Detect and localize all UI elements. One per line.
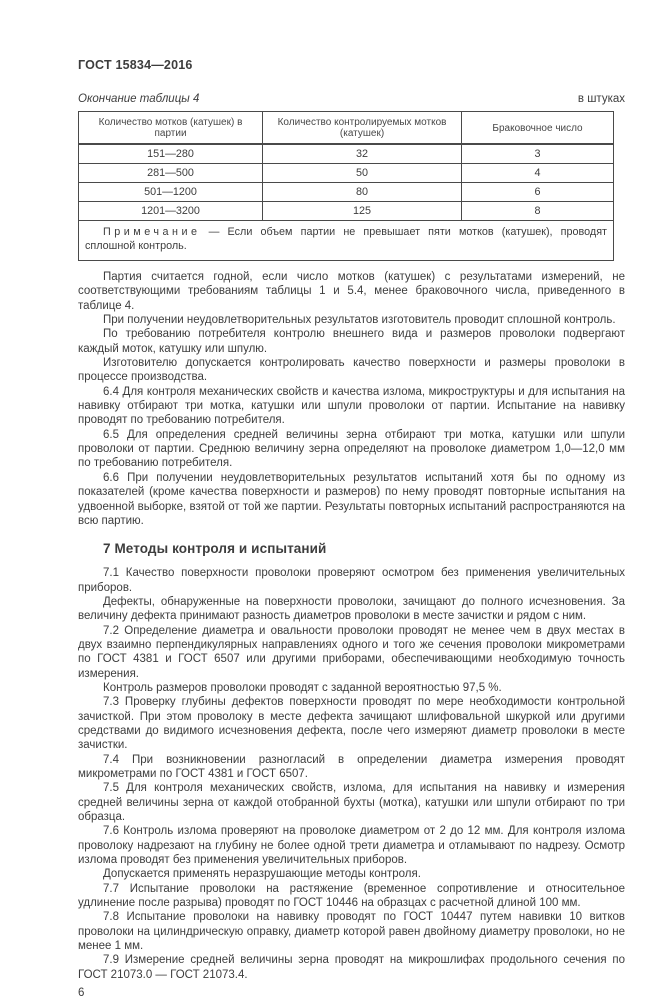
paragraph: 7.5 Для контроля механических свойств, излома, для испытания на навивку и измерения средней величины зерна от каждой отобранной бухты (мотка), катушки или шпули отбирают по три образца. [78,782,625,824]
table-caption: Окончание таблицы 4 [78,93,200,105]
paragraph: 7.4 При возникновении разногласий в определении диаметра измерения проводят микрометрами по ГОСТ 4381 и ГОСТ 6507. [78,753,625,780]
note-text: — Если объем партии не превышает пяти мотков (катушек), проводят сплошной контроль. [85,226,607,252]
paragraph: Партия считается годной, если число мотков (катушек) с результатами измерений, не соответствующими требованиям таблицы 1 и 5.4, менее браковочного числа, приведенного в таблице 4. [78,271,625,312]
table-cell: 50 [263,164,462,183]
paragraph: 7.9 Измерение средней величины зерна проводят на микрошлифах продольного сечения по ГОСТ 21073.0 — ГОСТ 21073.4. [78,954,625,981]
table-body [79,144,614,221]
note-label: Примечание [103,226,201,238]
section-7-heading: 7 Методы контроля и испытаний [103,541,327,557]
table-cell: 4 [462,164,614,183]
table-row [79,144,614,164]
table-cell: 501—1200 [79,183,263,202]
page-content [78,58,625,999]
table-cell: 80 [263,183,462,202]
column-header-batch-qty: Количество мотков (катушек) в партии [79,112,263,145]
table-row [79,164,614,183]
table-cell: 281—500 [79,164,263,183]
paragraph: Допускается применять неразрушающие методы контроля. [103,868,421,881]
paragraph: 6.5 Для определения средней величины зерна отбирают три мотка, катушки или шпули проволоки от партии. Среднюю величину зерна определяют на проволоке диаметром 1,0—12,0 мм по требованию потребителя. [78,428,625,470]
paragraph: 7.6 Контроль излома проверяют на проволоке диаметром от 2 до 12 мм. Для контроля излома проволоку надрезают на глубину не более одной трети диаметра и отламывают по надрезу. Осмотр излома проводят без применения увеличительных приборов. [78,825,625,867]
section-6-paragraphs [78,270,625,528]
sampling-table [78,111,614,261]
table-note-cell [79,221,614,261]
table-cell: 6 [462,183,614,202]
paragraph: 7.1 Качество поверхности проволоки проверяют осмотром без применения увеличительных приборов. [78,567,625,594]
paragraph: 6.4 Для контроля механических свойств и качества излома, микроструктуры и для испытания на навивку отбирают три мотка, катушки или шпули проволоки от партии. Испытание на навивку проводят по требованию потребителя. [78,385,625,427]
paragraph: 6.6 При получении неудовлетворительных результатов испытаний хотя бы по одному из показателей (кроме качества поверхности и размеров) по нему проводят повторные испытания на удвоенной выборке, взятой от той же партии. Результаты повторных испытаний распространяются на всю партию. [78,471,625,527]
paragraph: Дефекты, обнаруженные на поверхности проволоки, зачищают до полного исчезновения. За величину дефекта принимают разность диаметров проволоки в месте зачистки и рядом с ним. [78,595,625,623]
table-header-row [79,112,614,145]
paragraph: 7.3 Проверку глубины дефектов поверхности проводят по мере необходимости контрольной зачисткой. При этом проволоку в месте дефекта зачищают шлифовальной шкуркой или другими средствами до видимого исчезновения дефекта, после чего измеряют диаметр проволоки в месте зачистки. [78,696,625,752]
table-cell: 8 [462,202,614,221]
table-units-note: в штуках [577,93,625,105]
table-cell: 151—280 [79,144,263,164]
table-header [79,112,614,145]
table-row [79,202,614,221]
paragraph: Изготовителю допускается контролировать качество поверхности и размеры проволоки в процессе производства. [78,357,625,384]
table-caption-row [78,93,625,105]
paragraph: По требованию потребителя контролю внешнего вида и размеров проволоки подвергают каждый моток, катушку или шпулю. [78,328,625,355]
table-cell: 1201—3200 [79,202,263,221]
column-header-rejection-number: Браковочное число [462,112,614,145]
section-7-paragraphs [78,566,625,982]
document-code-header: ГОСТ 15834—2016 [78,58,193,72]
table-cell: 32 [263,144,462,164]
paragraph: При получении неудовлетворительных результатов изготовитель проводит сплошной контроль. [103,314,616,327]
paragraph: 7.8 Испытание проволоки на навивку проводят по ГОСТ 10447 путем навивки 10 витков проволоки на цилиндрическую оправку, диаметр которой равен двойному диаметру проволоки, но не менее 1 мм. [78,911,625,953]
table-cell: 3 [462,144,614,164]
paragraph: Контроль размеров проволоки проводят с заданной вероятностью 97,5 %. [103,681,502,694]
table-note-row [79,221,614,261]
table-cell: 125 [263,202,462,221]
table-row [79,183,614,202]
paragraph: 7.7 Испытание проволоки на растяжение (временное сопротивление и относительное удлинение после разрыва) проводят по ГОСТ 10446 на образцах с расчетной длиной 100 мм. [78,882,625,910]
table-note-body [79,221,614,261]
column-header-controlled-qty: Количество контролируемых мотков (катушек) [263,112,462,145]
paragraph: 7.2 Определение диаметра и овальности проволоки проводят не менее чем в двух местах в двух взаимно перпендикулярных направлениях одного и того же сечения проволоки микрометрами по ГОСТ 4381 и ГОСТ 6507 или другими приборами, обеспечивающими необходимую точность измерения. [78,624,625,680]
page-number: 6 [78,987,85,999]
